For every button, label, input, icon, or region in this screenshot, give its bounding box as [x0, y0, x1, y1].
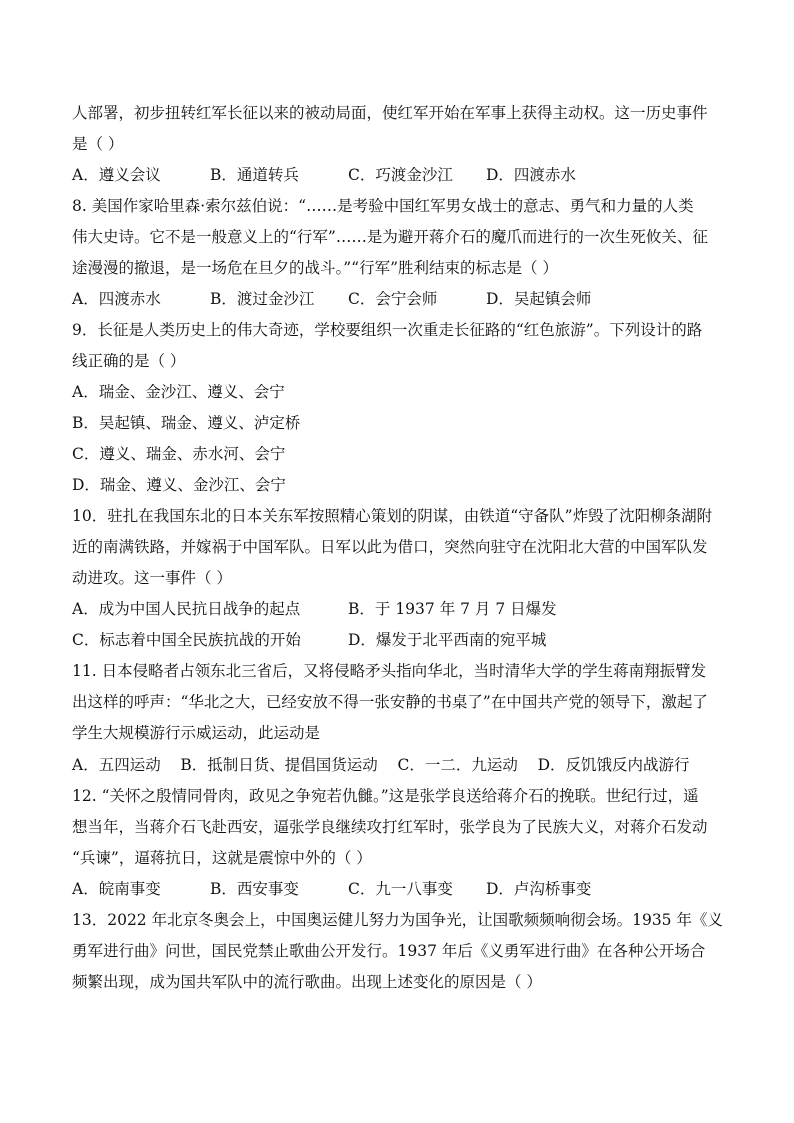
q9-option-b: B．吴起镇、瑞金、遵义、泸定桥 — [72, 414, 301, 432]
q7-options — [72, 164, 732, 186]
q7-option-b: B．通道转兵 — [210, 166, 299, 184]
q7-option-d: D．四渡赤水 — [486, 166, 576, 184]
q7-option-a: A．遵义会议 — [72, 166, 161, 184]
q12-line-1: 12. “关怀之殷情同骨肉，政见之争宛若仇雠。”这是张学良送给蒋介石的挽联。世纪行过，遥 — [72, 787, 699, 805]
q8-line-1: 8. 美国作家哈里森·索尔兹伯说：“……是考验中国红军男女战士的意志、勇气和力量的人类 — [72, 197, 694, 215]
q11-line-2: 出这样的呼声：“华北之大，已经安放不得一张安静的书桌了”在中国共产党的领导下，激起了 — [72, 693, 708, 711]
q8-line-2: 伟大史诗。它不是一般意义上的“行军”……是为避开蒋介石的魔爪而进行的一次生死攸关、征 — [72, 228, 708, 246]
q8-option-d: D．吴起镇会师 — [486, 290, 592, 308]
q12-line-3: “兵谏”，逼蒋抗日，这就是震惊中外的（ ） — [72, 849, 372, 867]
q10-line-3: 动进攻。这一事件（ ） — [72, 569, 232, 587]
q9-line-1: 9．长征是人类历史上的伟大奇迹，学校要组织一次重走长征路的“红色旅游”。下列设计的路 — [72, 321, 703, 339]
q12-option-b: B．西安事变 — [210, 880, 299, 898]
q12-options — [72, 878, 732, 900]
q13-line-1: 13．2022 年北京冬奥会上，中国奥运健儿努力为国争光，让国歌频频响彻会场。1935 年《义 — [72, 911, 723, 929]
q10-line-2: 近的南满铁路，并嫁祸于中国军队。日军以此为借口，突然向驻守在沈阳北大营的中国军队发 — [72, 538, 708, 556]
q10-option-b: B．于 1937 年 7 月 7 日爆发 — [348, 600, 557, 618]
q9-option-d: D．瑞金、遵义、金沙江、会宁 — [72, 476, 286, 494]
q9-option-a: A．瑞金、金沙江、遵义、会宁 — [72, 383, 285, 401]
q10-options-row-2 — [72, 629, 732, 651]
q12-option-a: A．皖南事变 — [72, 880, 161, 898]
q11-line-3: 学生大规模游行示威运动，此运动是 — [72, 724, 321, 742]
q8-option-b: B．渡过金沙江 — [210, 290, 315, 308]
q8-option-c: C．会宁会师 — [348, 290, 438, 308]
q10-line-1: 10．驻扎在我国东北的日本关东军按照精心策划的阴谋，由铁道“守备队”炸毁了沈阳柳条湖附 — [72, 507, 713, 525]
q11-options: A．五四运动 B．抵制日货、提倡国货运动 C．一二．九运动 D．反饥饿反内战游行 — [72, 756, 690, 774]
q7-line-2: 是（ ） — [72, 135, 124, 153]
q10-option-c: C．标志着中国全民族抗战的开始 — [72, 631, 301, 649]
q10-option-a: A．成为中国人民抗日战争的起点 — [72, 600, 301, 618]
q13-line-2: 勇军进行曲》问世，国民党禁止歌曲公开发行。1937 年后《义勇军进行曲》在各种公开场合 — [72, 942, 706, 960]
q12-option-c: C．九一八事变 — [348, 880, 453, 898]
q11-line-1: 11. 日本侵略者占领东北三省后，又将侵略矛头指向华北，当时清华大学的学生蒋南翔振臂发 — [72, 662, 707, 680]
q12-option-d: D．卢沟桥事变 — [486, 880, 592, 898]
q7-option-c: C．巧渡金沙江 — [348, 166, 453, 184]
q10-options-row-1 — [72, 598, 732, 620]
q13-line-3: 频繁出现，成为国共军队中的流行歌曲。出现上述变化的原因是（ ） — [72, 973, 542, 991]
q8-options — [72, 288, 732, 310]
q8-line-3: 途漫漫的撤退，是一场危在旦夕的战斗。”“行军”胜利结束的标志是（ ） — [72, 259, 558, 277]
q10-option-d: D．爆发于北平西南的宛平城 — [348, 631, 547, 649]
q7-line-1: 人部署，初步扭转红军长征以来的被动局面，使红军开始在军事上获得主动权。这一历史事件 — [72, 104, 708, 122]
q9-option-c: C．遵义、瑞金、赤水河、会宁 — [72, 445, 286, 463]
q9-line-2: 线正确的是（ ） — [72, 352, 186, 370]
q8-option-a: A．四渡赤水 — [72, 290, 161, 308]
q12-line-2: 想当年，当蒋介石飞赴西安，逼张学良继续攻打红军时，张学良为了民族大义，对蒋介石发动 — [72, 818, 708, 836]
